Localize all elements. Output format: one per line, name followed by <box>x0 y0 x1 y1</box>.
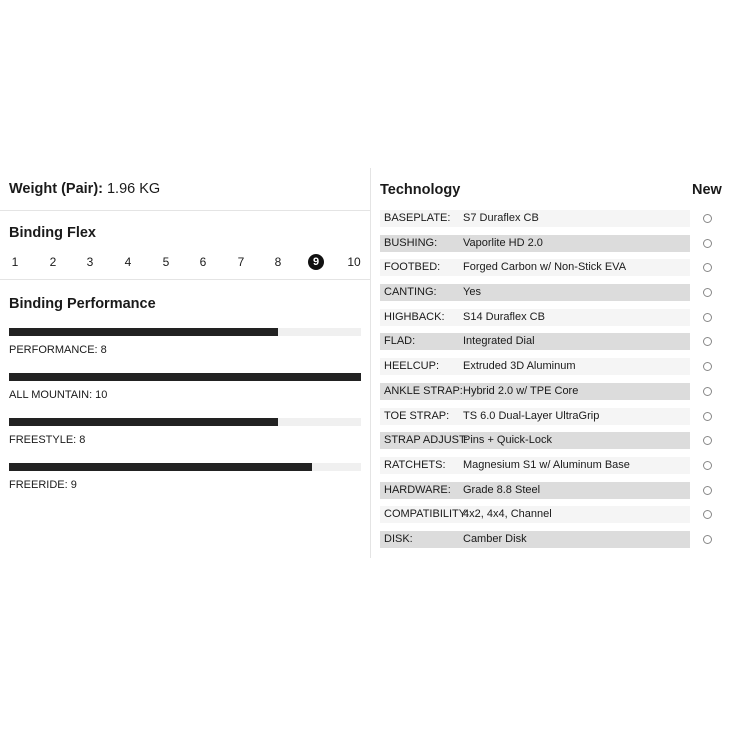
performance-list <box>0 328 370 491</box>
new-radio-icon[interactable] <box>703 387 712 396</box>
new-column-title: New <box>692 182 722 198</box>
technology-row <box>380 331 720 356</box>
flex-value-6: 6 <box>199 255 207 269</box>
row-value: Camber Disk <box>463 532 527 545</box>
new-radio-icon[interactable] <box>703 510 712 519</box>
technology-row <box>380 430 720 455</box>
flex-value-10: 10 <box>347 255 361 269</box>
technology-row <box>380 480 720 505</box>
row-key: BASEPLATE: <box>384 212 451 224</box>
flex-value-9: 9 <box>308 254 324 270</box>
technology-row <box>380 381 720 406</box>
new-radio-icon[interactable] <box>703 461 712 470</box>
row-key: DISK: <box>384 532 413 545</box>
new-radio-icon[interactable] <box>703 337 712 346</box>
performance-label: FREESTYLE: 8 <box>9 434 86 446</box>
technology-row <box>380 356 720 381</box>
performance-label: FREERIDE: 9 <box>9 479 77 491</box>
flex-value-2: 2 <box>49 255 57 269</box>
row-key: ANKLE STRAP: <box>384 384 463 397</box>
row-key: RATCHETS: <box>384 458 446 471</box>
performance-label: ALL MOUNTAIN: 10 <box>9 389 108 401</box>
flex-value-4: 4 <box>124 255 132 269</box>
technology-row <box>380 529 720 554</box>
row-value: 4x2, 4x4, Channel <box>463 508 552 521</box>
new-radio-icon[interactable] <box>703 288 712 297</box>
new-radio-icon[interactable] <box>703 239 712 248</box>
technology-row <box>380 233 720 258</box>
row-value: S7 Duraflex CB <box>463 212 539 224</box>
flex-value-5: 5 <box>162 255 170 269</box>
performance-item <box>0 418 370 446</box>
flex-value-7: 7 <box>237 255 245 269</box>
technology-title: Technology <box>380 182 461 198</box>
performance-item <box>0 373 370 401</box>
row-value: Pins + Quick-Lock <box>463 434 552 447</box>
new-radio-icon[interactable] <box>703 263 712 272</box>
row-value: Hybrid 2.0 w/ TPE Core <box>463 384 579 397</box>
row-key: FLAD: <box>384 335 416 348</box>
flex-value-1: 1 <box>11 255 19 269</box>
new-radio-icon[interactable] <box>703 486 712 495</box>
performance-label: PERFORMANCE: 8 <box>9 344 107 356</box>
row-key: TOE STRAP: <box>384 409 450 422</box>
performance-bar-track <box>9 328 361 336</box>
binding-performance-title: Binding Performance <box>9 296 156 312</box>
weight-label: Weight (Pair): <box>9 181 103 197</box>
row-value: Forged Carbon w/ Non-Stick EVA <box>463 261 627 274</box>
row-value: TS 6.0 Dual-Layer UltraGrip <box>463 409 600 422</box>
new-radio-icon[interactable] <box>703 214 712 223</box>
row-value: Extruded 3D Aluminum <box>463 360 576 373</box>
divider <box>0 210 370 211</box>
specs-left-column <box>0 168 370 491</box>
new-radio-icon[interactable] <box>703 412 712 421</box>
technology-row <box>380 282 720 307</box>
row-key: HARDWARE: <box>384 483 451 496</box>
technology-row <box>380 406 720 431</box>
technology-panel <box>380 180 720 554</box>
weight-spec <box>0 168 370 210</box>
technology-row <box>380 307 720 332</box>
column-divider <box>370 168 371 558</box>
new-radio-icon[interactable] <box>703 535 712 544</box>
flex-value-8: 8 <box>274 255 282 269</box>
performance-bar-fill <box>9 418 278 426</box>
binding-flex-title: Binding Flex <box>9 225 96 241</box>
row-value: S14 Duraflex CB <box>463 310 545 323</box>
new-radio-icon[interactable] <box>703 313 712 322</box>
row-value: Yes <box>463 286 481 299</box>
technology-table <box>380 208 720 554</box>
divider <box>0 279 370 280</box>
row-value: Integrated Dial <box>463 335 535 348</box>
technology-row <box>380 455 720 480</box>
performance-bar-track <box>9 373 361 381</box>
performance-item <box>0 463 370 491</box>
row-key: CANTING: <box>384 286 437 299</box>
row-value: Grade 8.8 Steel <box>463 483 541 496</box>
row-key: HIGHBACK: <box>384 310 445 323</box>
technology-row <box>380 257 720 282</box>
row-key: STRAP ADJUST: <box>384 434 468 447</box>
new-radio-icon[interactable] <box>703 362 712 371</box>
row-value: Magnesium S1 w/ Aluminum Base <box>463 458 630 471</box>
row-key: COMPATIBILITY: <box>384 508 469 521</box>
row-key: FOOTBED: <box>384 261 441 274</box>
performance-bar-fill <box>9 328 278 336</box>
new-radio-icon[interactable] <box>703 436 712 445</box>
flex-scale <box>0 249 370 279</box>
row-background <box>380 333 690 350</box>
performance-item <box>0 328 370 356</box>
performance-bar-track <box>9 418 361 426</box>
flex-value-3: 3 <box>86 255 94 269</box>
technology-header <box>380 180 720 208</box>
technology-row <box>380 208 720 233</box>
performance-bar-fill <box>9 463 312 471</box>
performance-bar-track <box>9 463 361 471</box>
technology-row <box>380 504 720 529</box>
row-key: HEELCUP: <box>384 360 440 373</box>
weight-value: 1.96 KG <box>106 181 161 197</box>
row-value: Vaporlite HD 2.0 <box>463 236 543 249</box>
row-background <box>380 531 690 548</box>
performance-bar-fill <box>9 373 361 381</box>
row-key: BUSHING: <box>384 236 438 249</box>
